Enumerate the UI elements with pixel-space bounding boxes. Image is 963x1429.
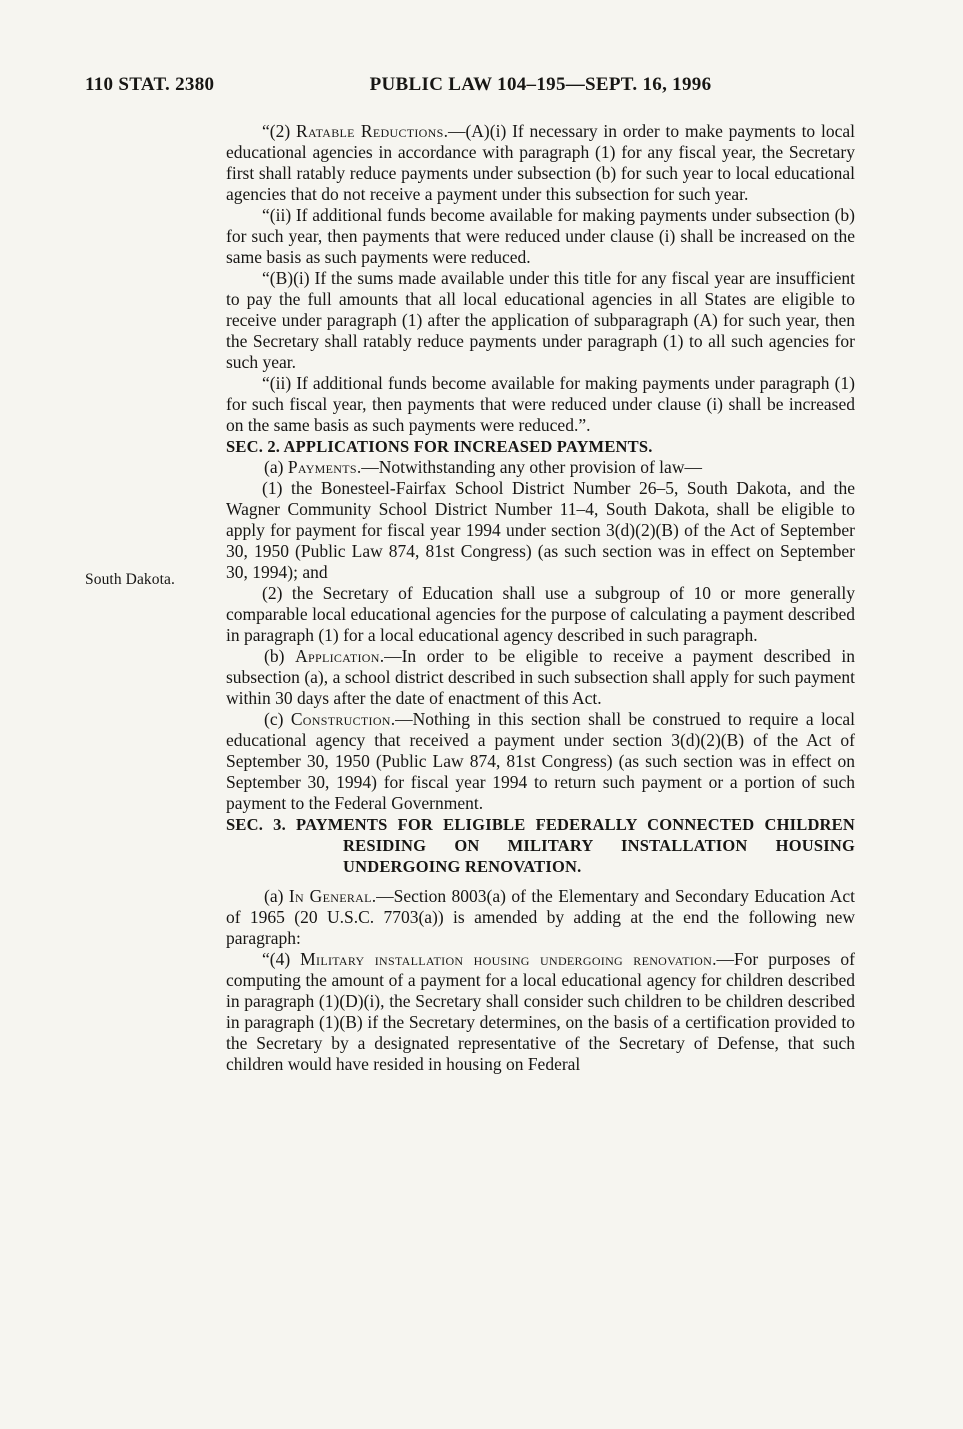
text-run: .—(A)(i) If necessary in order to make payments to local educational agencies in accordance with paragraph (1) for any fiscal year, the Secretary first shall ratably reduce payments under subsection (b) for such year to local educational agencies that do not receive a payment under this subsection for such year. (226, 121, 855, 204)
body-text (226, 121, 855, 1075)
paragraph-4-military-installation-housing (226, 949, 855, 1075)
text-run: “(B)(i) If the sums made available under this title for any fiscal year are insufficient to pay the full amounts that all local educational agencies in all States are eligible to receive under paragraph (1) after the application of subparagraph (A) for such year, then the Secretary shall ratably reduce payments under paragraph (1) to all such agencies for such year. (226, 268, 855, 372)
paragraph-ratable-reductions (226, 121, 855, 205)
text-run: .—Section 8003(a) of the Elementary and Secondary Education Act of 1965 (20 U.S.C. 7703(a)) is amended by adding at the end the following new paragraph: (226, 886, 855, 948)
section-2-heading (226, 436, 855, 457)
small-caps-run: In General (288, 886, 372, 906)
text-run: “(4) (262, 949, 301, 969)
paragraph-a-in-general (226, 886, 855, 949)
paragraph-additional-funds-subsection-b (226, 205, 855, 268)
text-run: “(2) (262, 121, 296, 141)
paragraph-insufficient-sums (226, 268, 855, 373)
paragraph-1-bonesteel-fairfax (226, 478, 855, 583)
text-run: .—In order to be eligible to receive a payment described in subsection (a), a school district described in such subsection shall apply for such payment within 30 days after the date of enactment of this Act. (226, 646, 855, 708)
small-caps-run: Payments (287, 457, 357, 477)
text-run: .—Nothing in this section shall be construed to require a local educational agency that received a payment under section 3(d)(2)(B) of the Act of September 30, 1950 (Public Law 874, 81st Congress) (as such section was in effect on September 30, 1994) for fiscal year 1994 to return such payment or a portion of such payment to the Federal Government. (226, 709, 855, 813)
law-title: PUBLIC LAW 104–195—SEPT. 16, 1996 (369, 74, 712, 95)
text-run: SEC. 2. APPLICATIONS FOR INCREASED PAYMENTS. (226, 437, 653, 456)
text-run: (1) the Bonesteel-Fairfax School District Number 26–5, South Dakota, and the Wagner Community School District Number 11–4, South Dakota, shall be eligible to apply for payment for fiscal year 1994 under section 3(d)(2)(B) of the Act of September 30, 1950 (Public Law 874, 81st Congress) (as such section was in effect on September 30, 1994); and (226, 478, 855, 582)
statute-page-number: 110 STAT. 2380 (85, 74, 215, 95)
paragraph-b-application (226, 646, 855, 709)
paragraph-c-construction (226, 709, 855, 814)
small-caps-run: Ratable Reductions (296, 121, 444, 141)
text-run: (a) (264, 886, 289, 906)
text-run: (b) (264, 646, 296, 666)
margin-note-south-dakota: South Dakota. (85, 571, 175, 588)
paragraph-additional-funds-paragraph-1 (226, 373, 855, 436)
text-run: (a) (264, 457, 288, 477)
text-run: .—For purposes of computing the amount of a payment for a local educational agency for children described in paragraph (1)(D)(i), the Secretary shall consider such children to be children described in paragraph (1)(B) if the Secretary determines, on the basis of a certification provided to the Secretary by a designated representative of the Secretary of Defense, that such children would have resided in housing on Federal (226, 949, 855, 1074)
text-run: “(ii) If additional funds become available for making payments under paragraph (1) for such fiscal year, then payments that were reduced under clause (i) shall be increased on the same basis as such payments were reduced.”. (226, 373, 855, 435)
paragraph-a-payments (226, 457, 855, 478)
small-caps-run: Construction (290, 709, 391, 729)
section-3-heading (226, 814, 855, 877)
text-run: .—Notwithstanding any other provision of law— (356, 457, 702, 477)
paragraph-2-secretary-subgroup (226, 583, 855, 646)
small-caps-run: Application (295, 646, 380, 666)
text-run: “(ii) If additional funds become available for making payments under subsection (b) for such year, then payments that were reduced under clause (i) shall be increased on the same basis as such payments were reduced. (226, 205, 855, 267)
text-run: SEC. 3. PAYMENTS FOR ELIGIBLE FEDERALLY CONNECTED CHILDREN RESIDING ON MILITARY INSTALLATION HOUSING UNDERGOING RENOVATION. (226, 815, 855, 876)
small-caps-run: Military installation housing undergoing renovation (300, 949, 713, 969)
page-header (0, 74, 963, 98)
text-run: (c) (264, 709, 291, 729)
text-run: (2) the Secretary of Education shall use a subgroup of 10 or more generally comparable local educational agencies for the purpose of calculating a payment described in paragraph (1) for a local educational agency described in such paragraph. (226, 583, 855, 645)
